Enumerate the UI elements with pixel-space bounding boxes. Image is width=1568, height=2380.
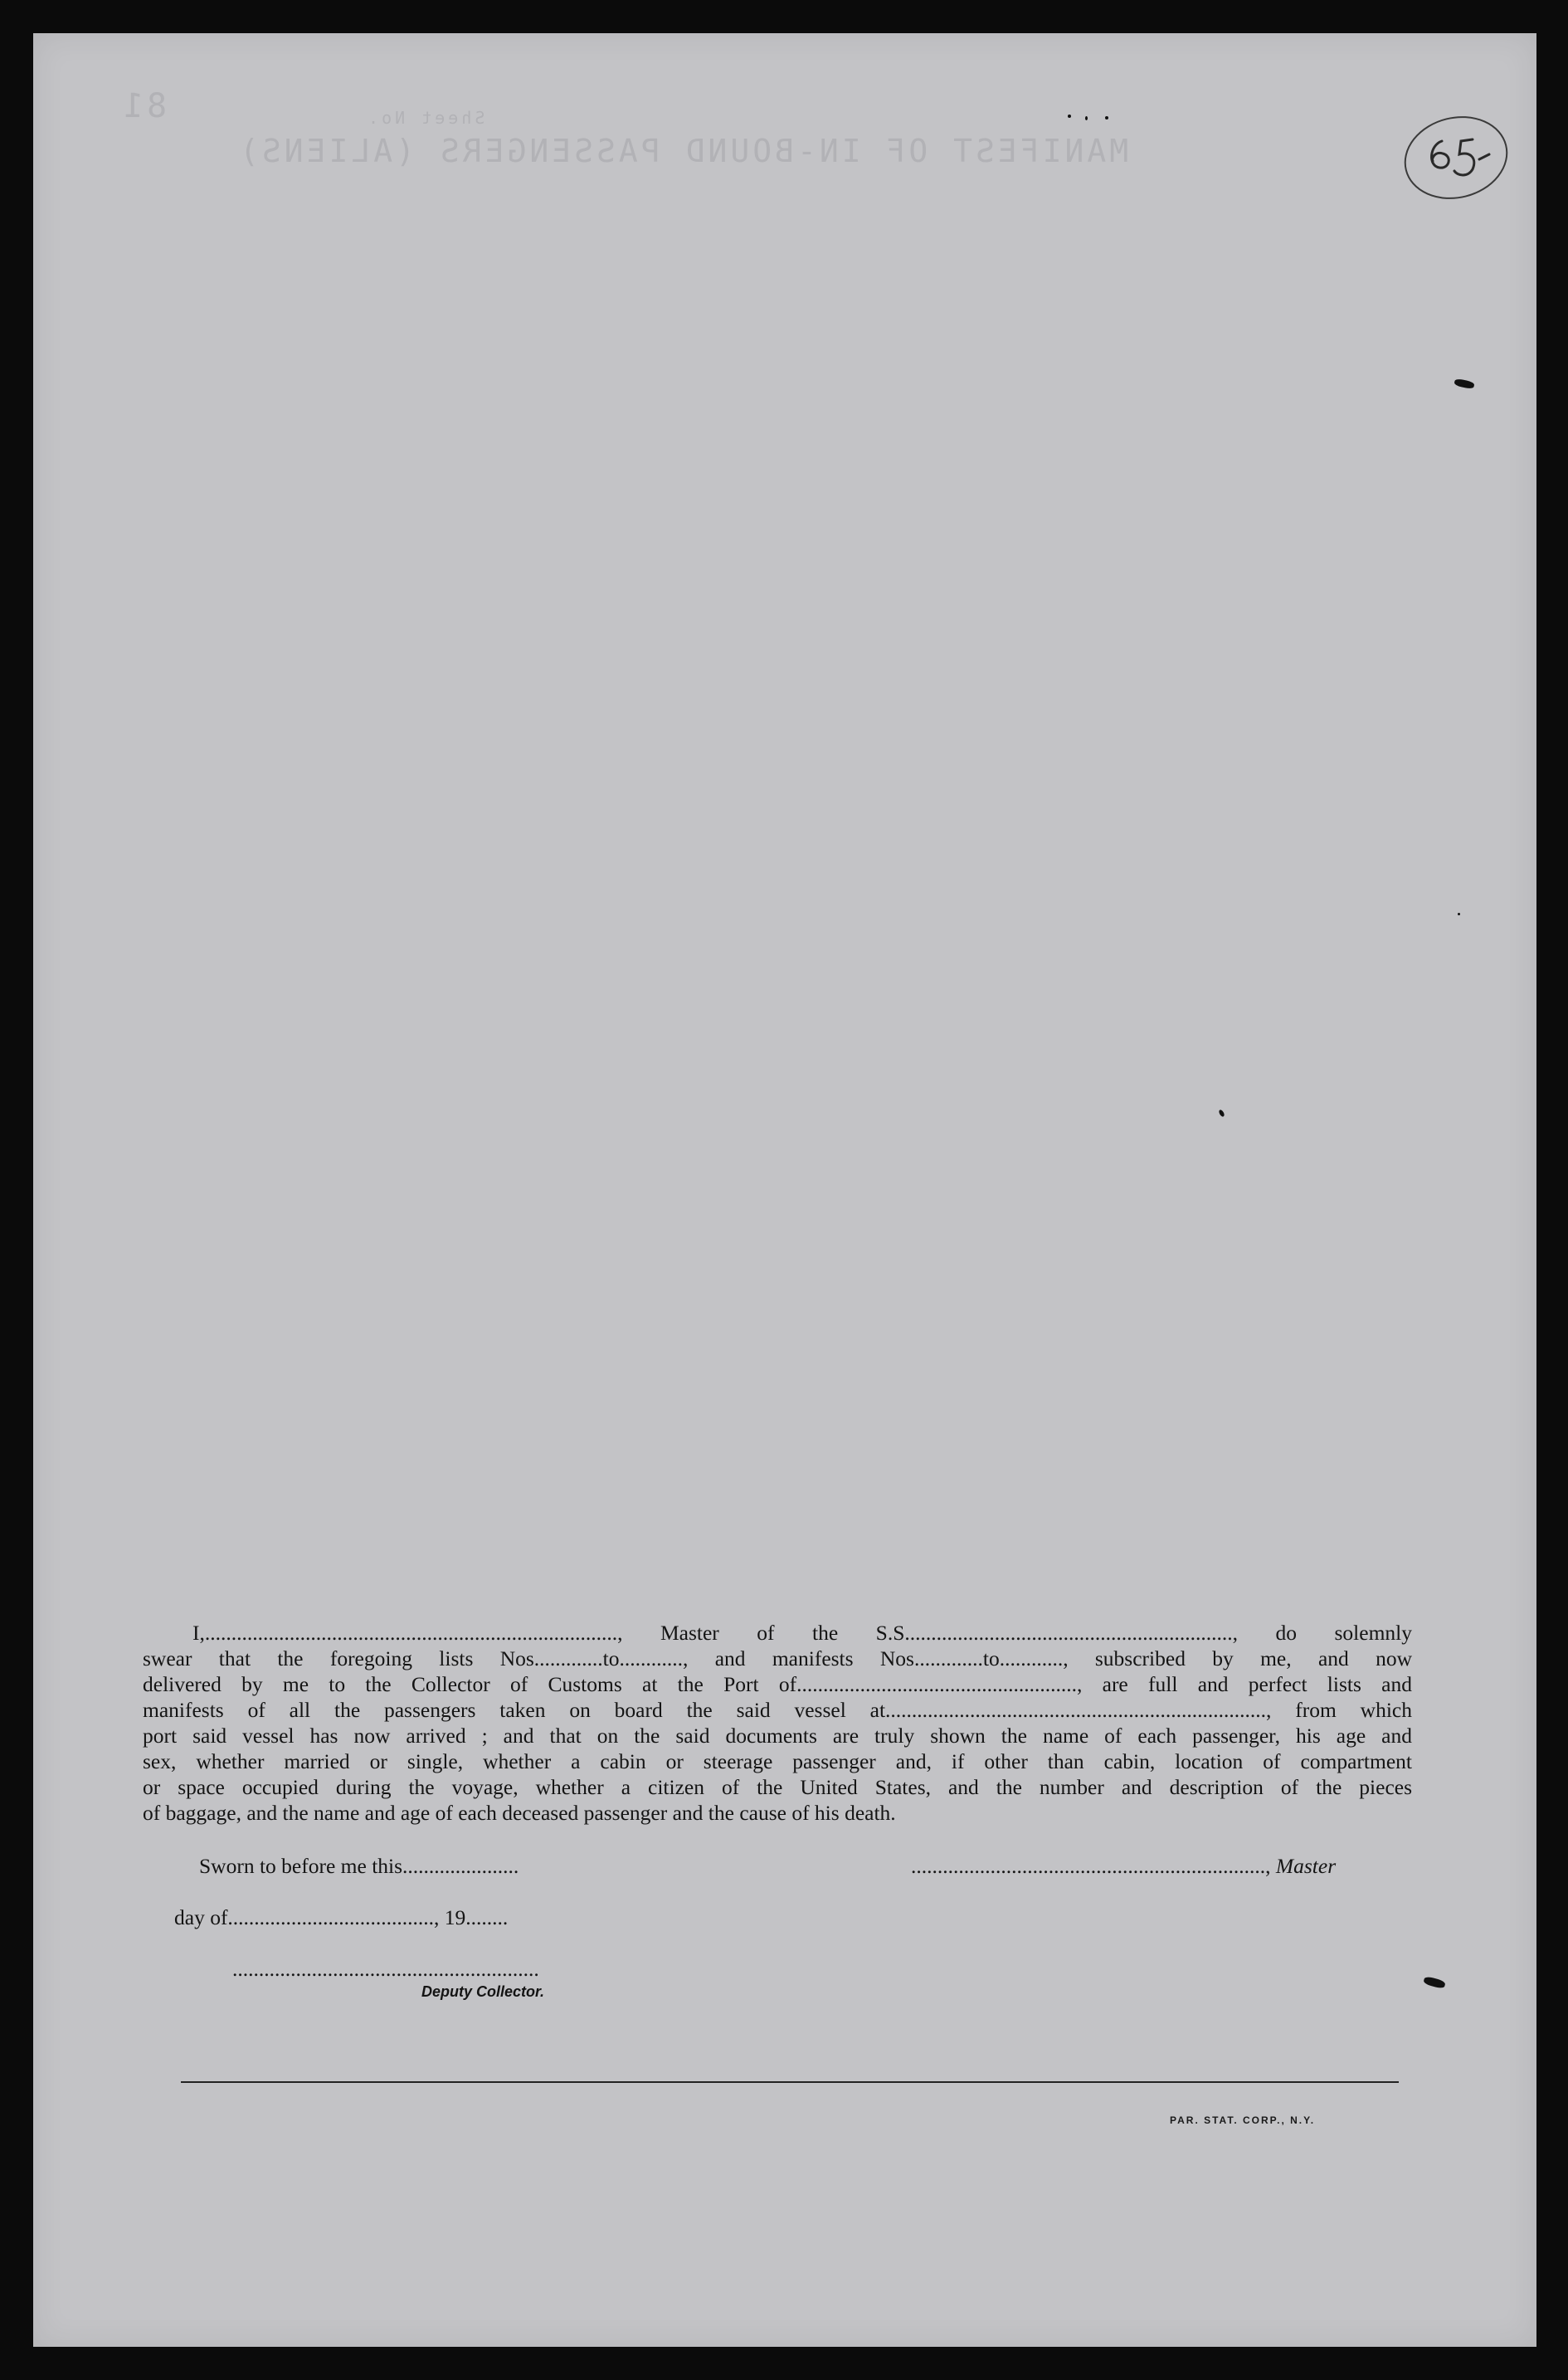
speck (1105, 116, 1108, 119)
ink-blot (1423, 1976, 1446, 1989)
master-label: Master (1275, 1854, 1337, 1878)
bleed-through-sub: Sheet No. (365, 108, 485, 128)
master-dots: ..................................................................., (911, 1854, 1276, 1878)
ink-blot (1454, 378, 1474, 390)
oath-line: swear that the foregoing lists Nos.............to............, and manifests Nos.............to............, subscribed by me, and now (143, 1646, 1412, 1670)
bleed-through-number: 81 (120, 87, 168, 125)
oath-line: or space occupied during the voyage, whether a citizen of the United States, and the number and description of the pieces (143, 1775, 1412, 1799)
horizontal-rule (181, 2081, 1399, 2083)
oath-line: manifests of all the passengers taken on board the said vessel at........................................................................, from which (143, 1698, 1412, 1722)
oath-line: I,.............................................................................., Master of the S.S.............................................................., do solemnly (192, 1621, 1412, 1645)
speck (1218, 1109, 1225, 1117)
oath-line: sex, whether married or single, whether a cabin or steerage passenger and, if other than cabin, location of compartment (143, 1749, 1412, 1773)
bleed-through-title: MANIFEST OF IN-BOUND PASSENGERS (ALIENS) (236, 133, 1129, 169)
speck (1458, 913, 1460, 915)
speck (1068, 115, 1071, 118)
manifest-page (33, 33, 1536, 2347)
deputy-collector-label: Deputy Collector. (421, 1983, 545, 2000)
oath-line: delivered by me to the Collector of Customs at the Port of....................................................., are full and perfect lists and (143, 1672, 1412, 1696)
sworn-before-line: Sworn to before me this...................... (199, 1854, 519, 1878)
deputy-collector-signature-line: .......................................................... (232, 1957, 539, 1981)
master-signature-line (911, 1854, 1336, 1879)
printer-imprint: PAR. STAT. CORP., N.Y. (1170, 2114, 1316, 2126)
day-of-line: day of......................................., 19........ (174, 1905, 509, 1929)
oath-line: of baggage, and the name and age of each deceased passenger and the cause of his death. (143, 1801, 896, 1825)
handwritten-page-number-icon (1396, 108, 1512, 207)
oath-line: port said vessel has now arrived ; and that on the said documents are truly shown the name of each passenger, his age and (143, 1724, 1412, 1748)
oath-paragraph (143, 1620, 1412, 1826)
speck (1085, 116, 1088, 120)
